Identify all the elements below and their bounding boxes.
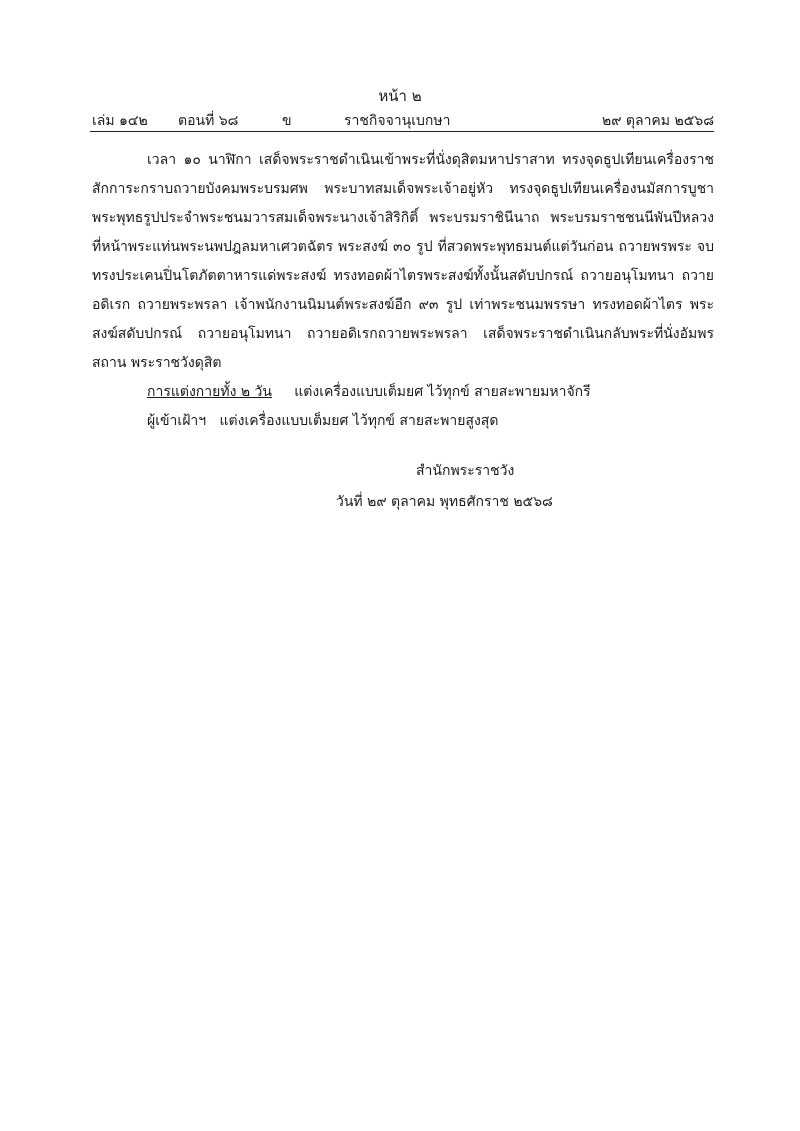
section-letter: ข [282,113,292,129]
attendee-text: แต่งเครื่องแบบเต็มยศ ไว้ทุกข์ สายสะพายสูงสุด [219,413,499,429]
attendee-label: ผู้เข้าเฝ้าฯ [147,413,207,429]
issue-date: ๒๙ ตุลาคม ๒๕๖๘ [601,113,714,129]
dress-code-line [92,378,714,407]
page-number: หน้า ๒ [378,87,422,105]
gazette-name: ราชกิจจานุเบกษา [344,113,451,129]
main-paragraph: เวลา ๑๐ นาฬิกา เสด็จพระราชดำเนินเข้าพระที่นั่งดุสิตมหาปราสาท ทรงจุดธูปเทียนเครื่องราชสักการะกราบถวายบังคมพระบรมศพ พระบาทสมเด็จพระเจ้าอยู่หัว ทรงจุดธูปเทียนเครื่องนมัสการบูชาพระพุทธรูปประจำพระชนมวารสมเด็จพระนางเจ้าสิริกิติ์ พระบรมราชินีนาถ พระบรมราชชนนีพันปีหลวง ที่หน้าพระแท่นพระนพปฎลมหาเศวตฉัตร พระสงฆ์ ๓๐ รูป ที่สวดพระพุทธมนต์แต่วันก่อน ถวายพรพระ จบ ทรงประเคนปิ่นโตภัตตาหารแด่พระสงฆ์ ทรงทอดผ้าไตรพระสงฆ์ทั้งนั้นสดับปกรณ์ ถวายอนุโมทนา ถวายอดิเรก ถวายพระพรลา เจ้าพนักงานนิมนต์พระสงฆ์อีก ๙๓ รูป เท่าพระชนมพรรษา ทรงทอดผ้าไตร พระสงฆ์สดับปกรณ์ ถวายอนุโมทนา ถวายอดิเรกถวายพระพรลา เสด็จพระราชดำเนินกลับพระที่นั่งอัมพรสถาน พระราชวังดุสิต [92,152,714,371]
issue-number: ตอนที่ ๖๘ [178,113,239,129]
document-body [92,146,714,436]
dress-code-label: การแต่งกายทั้ง ๒ วัน [147,384,272,400]
dress-code-text: แต่งเครื่องแบบเต็มยศ ไว้ทุกข์ สายสะพายมหาจักรี [294,384,591,400]
office-name: สำนักพระราชวัง [416,463,515,479]
attendee-line [92,407,714,436]
header-divider [90,131,714,132]
signature-date-text: วันที่ ๒๙ ตุลาคม พุทธศักราช ๒๕๖๘ [336,494,553,510]
gazette-header [92,110,714,132]
volume-number: เล่ม ๑๔๒ [92,113,148,129]
